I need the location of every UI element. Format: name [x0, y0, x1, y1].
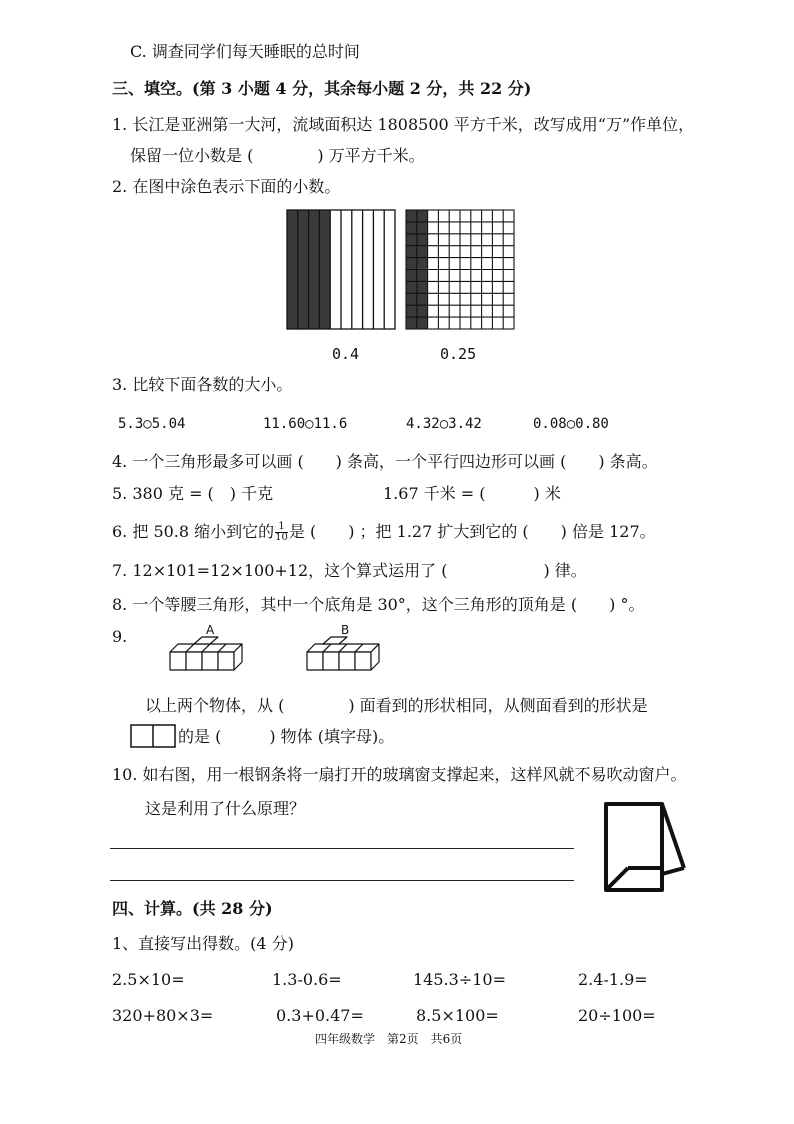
two-squares-shape: [130, 724, 176, 748]
q3-item-4: 0.08○0.80: [533, 416, 609, 432]
page-footer: 四年级数学 第2页 共6页: [315, 1032, 463, 1046]
q6-part-b: 是 ( ) ；把 1.27 扩大到它的 ( ) 倍是 127。: [288, 522, 656, 541]
q4-text: 4. 一个三角形最多可以画 ( ) 条高，一个平行四边形可以画 ( ) 条高。: [112, 452, 658, 471]
option-c: C. 调查同学们每天睡眠的总时间: [130, 42, 360, 61]
answer-line-1[interactable]: [110, 848, 574, 849]
cube-object-b: [305, 636, 385, 676]
q1-line1: 1. 长江是亚洲第一大河，流域面积达 1808500 平方千米，改写成用“万”作单位，: [112, 115, 695, 134]
calc-r1-c3: 145.3÷10=: [413, 970, 506, 989]
calc-r2-c2: 0.3+0.47=: [276, 1006, 364, 1025]
q7-text: 7. 12×101=12×100+12，这个算式运用了 ( ) 律。: [112, 561, 587, 580]
section4-sub1: 1、直接写出得数。(4 分): [112, 934, 294, 953]
q6-fraction-den: 10: [275, 532, 288, 543]
section4-title: 四、计算。(共 28 分): [112, 899, 273, 918]
calc-r2-c1: 320+80×3=: [112, 1006, 214, 1025]
q3-text: 3. 比较下面各数的大小。: [112, 375, 293, 394]
q5-part-a: 5. 380 克 = ( ) 千克: [112, 484, 274, 503]
calc-r1-c2: 1.3-0.6=: [272, 970, 342, 989]
q8-text: 8. 一个等腰三角形，其中一个底角是 30°，这个三角形的顶角是 ( ) °。: [112, 595, 645, 614]
q6-fraction: [275, 522, 288, 543]
grid-hundredths: [405, 209, 515, 330]
q9-number: 9.: [112, 627, 128, 646]
grid2-label: 0.25: [440, 345, 477, 363]
q6-fraction-num: 1: [275, 522, 288, 533]
q9-text-line2: 的是 ( ) 物体 (填字母)。: [178, 727, 395, 746]
section3-title: 三、填空。(第 3 小题 4 分，其余每小题 2 分，共 22 分): [112, 79, 532, 98]
q9-label-a: A: [206, 623, 215, 637]
calc-r2-c3: 8.5×100=: [416, 1006, 499, 1025]
q10-line2: 这是利用了什么原理？: [145, 799, 306, 818]
q1-line2: 保留一位小数是 ( ) 万平方千米。: [130, 146, 425, 165]
q6-text: [112, 522, 656, 543]
q3-item-2: 11.60○11.6: [263, 416, 348, 432]
q6-part-a: 6. 把 50.8 缩小到它的: [112, 522, 275, 541]
q9-label-b: B: [341, 623, 350, 637]
answer-line-2[interactable]: [110, 880, 574, 881]
q9-text-line1: 以上两个物体，从 ( ) 面看到的形状相同，从侧面看到的形状是: [145, 696, 648, 715]
q3-item-1: 5.3○5.04: [118, 416, 186, 432]
q5-part-b: 1.67 千米 = ( ) 米: [383, 484, 561, 503]
grid1-label: 0.4: [332, 345, 360, 363]
q10-line1: 10. 如右图，用一根钢条将一扇打开的玻璃窗支撑起来，这样风就不易吹动窗户。: [112, 765, 687, 784]
q2-text: 2. 在图中涂色表示下面的小数。: [112, 177, 341, 196]
grid-tenths: [286, 209, 396, 330]
calc-r1-c1: 2.5×10=: [112, 970, 185, 989]
calc-r2-c4: 20÷100=: [578, 1006, 656, 1025]
q3-item-3: 4.32○3.42: [406, 416, 482, 432]
calc-r1-c4: 2.4-1.9=: [578, 970, 648, 989]
window-support-figure: [596, 796, 696, 896]
cube-object-a: [168, 636, 248, 676]
